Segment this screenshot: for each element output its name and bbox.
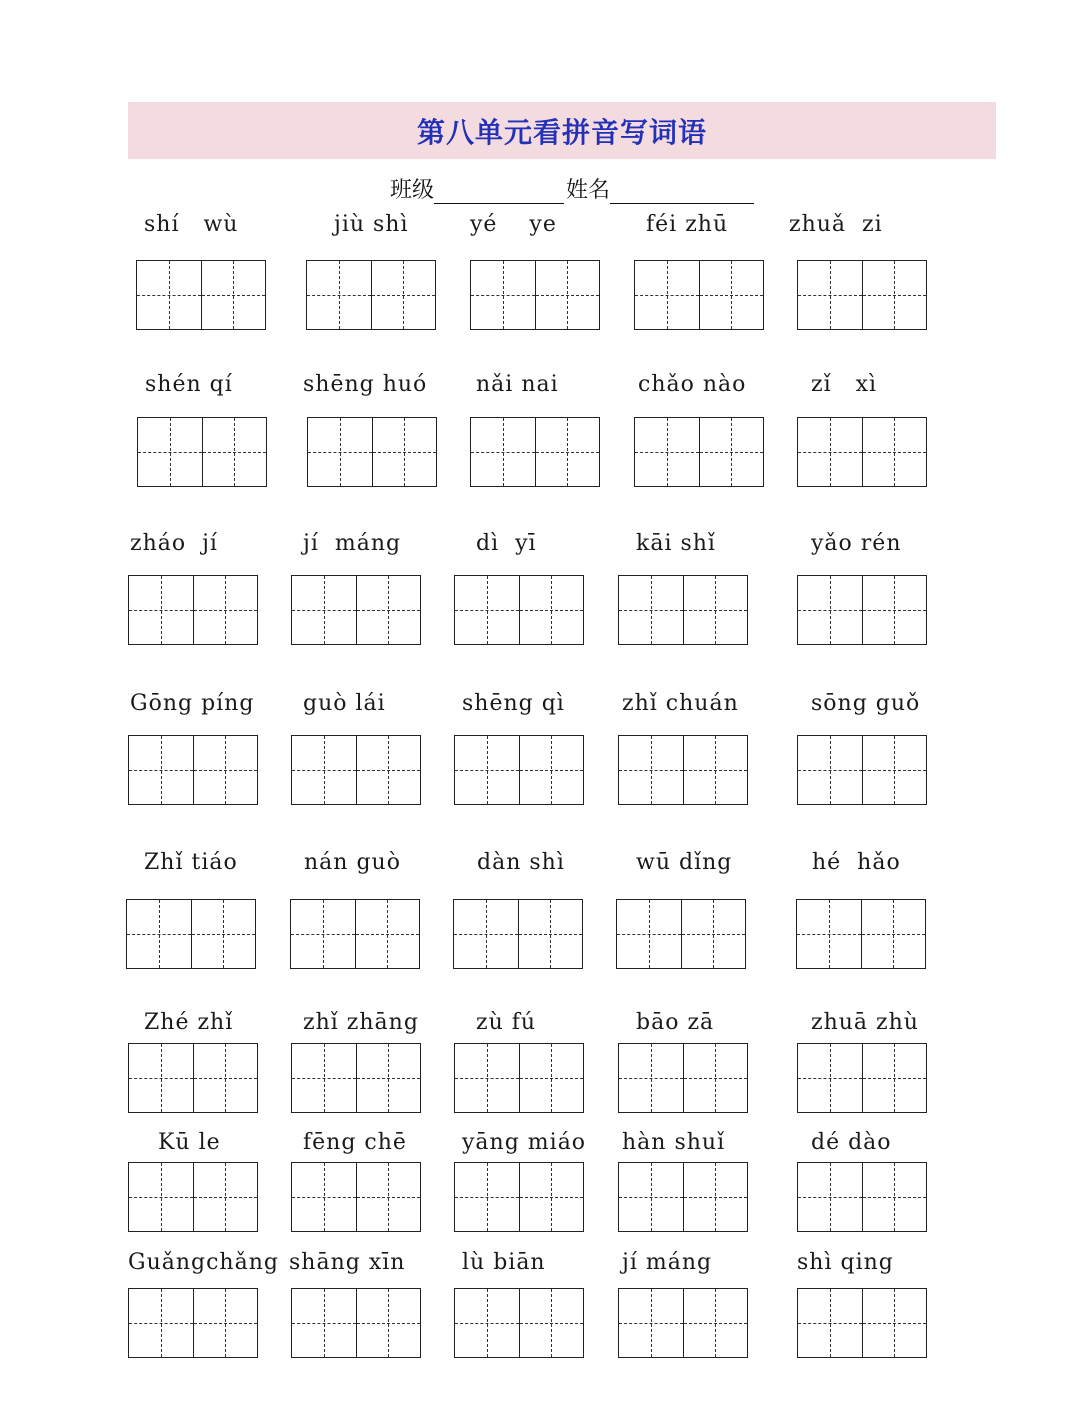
- character-square[interactable]: [292, 736, 356, 804]
- writing-grid-box[interactable]: [797, 575, 927, 645]
- character-square[interactable]: [862, 1044, 927, 1112]
- writing-grid-box[interactable]: [291, 1288, 421, 1358]
- pinyin-label: zháo jí: [130, 531, 218, 556]
- writing-grid-box[interactable]: [128, 575, 258, 645]
- writing-grid-box[interactable]: [128, 1288, 258, 1358]
- character-square[interactable]: [308, 418, 372, 486]
- character-square[interactable]: [355, 900, 420, 968]
- pinyin-label: nán guò: [304, 850, 401, 875]
- character-square[interactable]: [862, 1163, 927, 1231]
- pinyin-label: zhuā zhù: [811, 1010, 919, 1035]
- character-square[interactable]: [797, 900, 861, 968]
- pinyin-label: shí wù: [144, 212, 239, 237]
- character-square[interactable]: [683, 1289, 748, 1357]
- pinyin-label: shén qí: [145, 372, 233, 397]
- character-square[interactable]: [291, 900, 355, 968]
- pinyin-label: yé ye: [470, 212, 557, 237]
- writing-grid-box[interactable]: [470, 260, 600, 330]
- pinyin-label: Kū le: [158, 1130, 221, 1155]
- writing-grid-box[interactable]: [796, 899, 926, 969]
- character-square[interactable]: [454, 900, 518, 968]
- character-square[interactable]: [292, 1289, 356, 1357]
- character-square[interactable]: [519, 1289, 584, 1357]
- writing-grid-box[interactable]: [797, 1043, 927, 1113]
- pinyin-label: jí máng: [622, 1250, 713, 1275]
- character-square[interactable]: [862, 261, 927, 329]
- character-square[interactable]: [683, 1044, 748, 1112]
- character-square[interactable]: [617, 900, 681, 968]
- pinyin-label: guò lái: [303, 691, 386, 716]
- character-square[interactable]: [862, 576, 927, 644]
- character-square[interactable]: [356, 1163, 421, 1231]
- character-square[interactable]: [455, 1163, 519, 1231]
- writing-grid-box[interactable]: [797, 260, 927, 330]
- character-square[interactable]: [129, 1289, 193, 1357]
- pinyin-label: Zhǐ tiáo: [144, 850, 238, 875]
- character-square[interactable]: [699, 418, 764, 486]
- pinyin-label: zǐ xì: [811, 372, 878, 397]
- character-square[interactable]: [356, 576, 421, 644]
- character-square[interactable]: [471, 418, 535, 486]
- character-square[interactable]: [129, 576, 193, 644]
- pinyin-label: yǎo rén: [811, 531, 902, 556]
- character-square[interactable]: [798, 418, 862, 486]
- character-square[interactable]: [862, 418, 927, 486]
- character-square[interactable]: [535, 261, 600, 329]
- character-square[interactable]: [292, 576, 356, 644]
- pinyin-label: fēng chē: [303, 1130, 407, 1155]
- writing-grid-box[interactable]: [634, 260, 764, 330]
- character-square[interactable]: [193, 1163, 258, 1231]
- writing-grid-box[interactable]: [618, 575, 748, 645]
- writing-grid-box[interactable]: [128, 1043, 258, 1113]
- writing-grid-box[interactable]: [291, 1043, 421, 1113]
- character-square[interactable]: [292, 1163, 356, 1231]
- character-square[interactable]: [471, 261, 535, 329]
- character-square[interactable]: [635, 261, 699, 329]
- character-square[interactable]: [137, 261, 201, 329]
- character-square[interactable]: [201, 261, 266, 329]
- pinyin-label: dàn shì: [477, 850, 565, 875]
- character-square[interactable]: [129, 1044, 193, 1112]
- character-square[interactable]: [455, 1289, 519, 1357]
- character-square[interactable]: [191, 900, 256, 968]
- character-square[interactable]: [356, 1044, 421, 1112]
- character-square[interactable]: [356, 1289, 421, 1357]
- pinyin-label: yāng miáo: [462, 1130, 587, 1155]
- pinyin-label: jí máng: [303, 531, 402, 556]
- writing-grid-box[interactable]: [454, 735, 584, 805]
- character-square[interactable]: [519, 576, 584, 644]
- writing-grid-box[interactable]: [453, 899, 583, 969]
- pinyin-label: féi zhū: [646, 212, 729, 237]
- writing-grid-box[interactable]: [136, 260, 266, 330]
- class-label: 班级: [390, 178, 435, 203]
- character-square[interactable]: [202, 418, 267, 486]
- character-square[interactable]: [619, 576, 683, 644]
- writing-grid-box[interactable]: [128, 735, 258, 805]
- character-square[interactable]: [356, 736, 421, 804]
- character-square[interactable]: [519, 736, 584, 804]
- character-square[interactable]: [371, 261, 436, 329]
- pinyin-label: lù biān: [462, 1250, 546, 1275]
- writing-grid-box[interactable]: [618, 1162, 748, 1232]
- character-square[interactable]: [307, 261, 371, 329]
- pinyin-label: hé hǎo: [812, 850, 901, 875]
- character-square[interactable]: [455, 576, 519, 644]
- pinyin-label: hàn shuǐ: [622, 1130, 726, 1155]
- character-square[interactable]: [372, 418, 437, 486]
- writing-grid-box[interactable]: [454, 1043, 584, 1113]
- character-square[interactable]: [518, 900, 583, 968]
- character-square[interactable]: [798, 1044, 862, 1112]
- character-square[interactable]: [193, 1289, 258, 1357]
- writing-grid-box[interactable]: [634, 417, 764, 487]
- character-square[interactable]: [138, 418, 202, 486]
- pinyin-label: jiù shì: [334, 212, 409, 237]
- writing-grid-box[interactable]: [470, 417, 600, 487]
- writing-grid-box[interactable]: [618, 735, 748, 805]
- character-square[interactable]: [193, 576, 258, 644]
- pinyin-label: zhǐ zhāng: [303, 1010, 419, 1035]
- character-square[interactable]: [683, 576, 748, 644]
- writing-grid-box[interactable]: [291, 1162, 421, 1232]
- character-square[interactable]: [193, 736, 258, 804]
- writing-grid-box[interactable]: [616, 899, 746, 969]
- writing-grid-box[interactable]: [306, 260, 436, 330]
- character-square[interactable]: [798, 1289, 862, 1357]
- character-square[interactable]: [683, 736, 748, 804]
- character-square[interactable]: [635, 418, 699, 486]
- writing-grid-box[interactable]: [797, 1162, 927, 1232]
- character-square[interactable]: [862, 1289, 927, 1357]
- character-square[interactable]: [681, 900, 746, 968]
- writing-grid-box[interactable]: [307, 417, 437, 487]
- pinyin-label: shēng qì: [462, 691, 565, 716]
- pinyin-label: nǎi nai: [476, 372, 559, 397]
- writing-grid-box[interactable]: [618, 1288, 748, 1358]
- character-square[interactable]: [619, 1163, 683, 1231]
- character-square[interactable]: [798, 261, 862, 329]
- pinyin-label: Guǎngchǎng: [128, 1250, 279, 1275]
- character-square[interactable]: [699, 261, 764, 329]
- writing-grid-box[interactable]: [290, 899, 420, 969]
- character-square[interactable]: [861, 900, 926, 968]
- writing-grid-box[interactable]: [618, 1043, 748, 1113]
- character-square[interactable]: [798, 736, 862, 804]
- writing-grid-box[interactable]: [454, 575, 584, 645]
- pinyin-label: zhuǎ zi: [789, 212, 883, 237]
- pinyin-label: zù fú: [476, 1010, 537, 1035]
- writing-grid-box[interactable]: [137, 417, 267, 487]
- pinyin-label: kāi shǐ: [636, 531, 716, 556]
- character-square[interactable]: [619, 736, 683, 804]
- writing-grid-box[interactable]: [291, 575, 421, 645]
- character-square[interactable]: [519, 1044, 584, 1112]
- character-square[interactable]: [798, 576, 862, 644]
- writing-grid-box[interactable]: [126, 899, 256, 969]
- character-square[interactable]: [193, 1044, 258, 1112]
- writing-grid-box[interactable]: [454, 1162, 584, 1232]
- character-square[interactable]: [619, 1289, 683, 1357]
- pinyin-label: chǎo nào: [638, 372, 747, 397]
- character-square[interactable]: [129, 1163, 193, 1231]
- name-label: 姓名: [566, 178, 611, 203]
- pinyin-label: dì yī: [476, 531, 537, 556]
- writing-grid-box[interactable]: [128, 1162, 258, 1232]
- pinyin-label: zhǐ chuán: [622, 691, 739, 716]
- writing-grid-box[interactable]: [291, 735, 421, 805]
- writing-grid-box[interactable]: [797, 1288, 927, 1358]
- character-square[interactable]: [292, 1044, 356, 1112]
- character-square[interactable]: [455, 736, 519, 804]
- writing-grid-box[interactable]: [797, 417, 927, 487]
- character-square[interactable]: [683, 1163, 748, 1231]
- pinyin-label: wū dǐng: [636, 850, 733, 875]
- pinyin-label: shì qing: [797, 1250, 894, 1275]
- character-square[interactable]: [129, 736, 193, 804]
- character-square[interactable]: [798, 1163, 862, 1231]
- pinyin-label: bāo zā: [636, 1010, 715, 1035]
- character-square[interactable]: [127, 900, 191, 968]
- pinyin-label: shēng huó: [303, 372, 428, 397]
- character-square[interactable]: [519, 1163, 584, 1231]
- pinyin-label: shāng xīn: [289, 1250, 406, 1275]
- character-square[interactable]: [619, 1044, 683, 1112]
- writing-grid-box[interactable]: [454, 1288, 584, 1358]
- pinyin-label: sōng guǒ: [811, 691, 921, 716]
- character-square[interactable]: [535, 418, 600, 486]
- page-title: 第八单元看拼音写词语: [416, 115, 707, 149]
- pinyin-label: dé dào: [811, 1130, 892, 1155]
- pinyin-label: Zhé zhǐ: [144, 1010, 234, 1035]
- writing-grid-box[interactable]: [797, 735, 927, 805]
- pinyin-label: Gōng píng: [130, 691, 255, 716]
- character-square[interactable]: [862, 736, 927, 804]
- character-square[interactable]: [455, 1044, 519, 1112]
